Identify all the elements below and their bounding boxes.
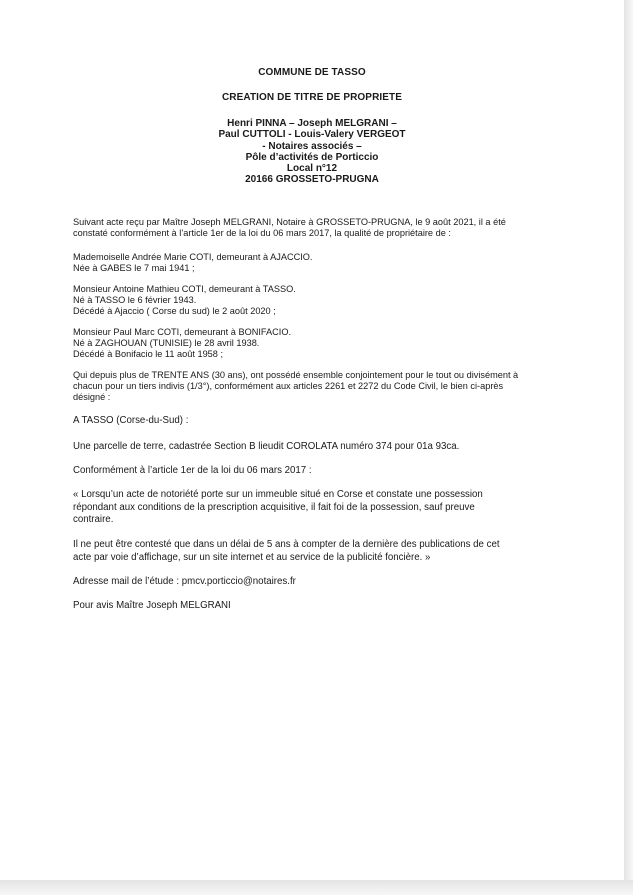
possession-line-2: chacun pour un tiers indivis (1/3°), conformément aux articles 2261 et 2272 du Code Civil, le bien ci-après: [73, 381, 504, 391]
owner-1-line-2: Née à GABES le 7 mai 1941 ;: [73, 263, 195, 273]
page-shadow-right: [624, 0, 633, 895]
owner-3-line-1: Monsieur Paul Marc COTI, demeurant à BONIFACIO.: [73, 327, 292, 337]
signature-line: Pour avis Maître Joseph MELGRANI: [73, 600, 231, 611]
possession-paragraph: [73, 370, 565, 403]
contact-email: Adresse mail de l’étude : pmcv.porticcio@notaires.fr: [73, 576, 296, 587]
notary-header: [0, 118, 624, 186]
intro-line-2: constaté conformément à l’article 1er de la loi du 06 mars 2017, la qualité de propriétaire de :: [73, 228, 451, 238]
owner-3: [73, 327, 565, 360]
address-line-3: 20166 GROSSETO-PRUGNA: [245, 174, 379, 186]
commune-title: COMMUNE DE TASSO: [258, 67, 366, 78]
contest-line-1: Il ne peut être contesté que dans un délai de 5 ans à compter de la dernière des publications de cet: [73, 539, 500, 550]
law-reference: Conformément à l’article 1er de la loi du 06 mars 2017 :: [73, 465, 312, 476]
location-line: A TASSO (Corse-du-Sud) :: [73, 415, 189, 426]
quote-line-2: répondant aux conditions de la prescription acquisitive, il fait foi de la possession, sauf preuve: [73, 501, 475, 513]
owner-3-line-3: Décédé à Bonifacio le 11 août 1958 ;: [73, 349, 224, 359]
page-shadow-bottom: [0, 880, 633, 895]
notaries-line-3: - Notaires associés –: [262, 140, 362, 152]
document-title: CREATION DE TITRE DE PROPRIETE: [221, 92, 403, 103]
address-line-1: Pôle d’activités de Porticcio: [245, 151, 379, 163]
owner-1: [73, 252, 565, 274]
possession-line-3: désigné :: [73, 392, 111, 402]
notaries-line-1: Henri PINNA – Joseph MELGRANI –: [227, 118, 397, 129]
owner-2: [73, 284, 565, 317]
address-line-2: Local n°12: [286, 163, 338, 175]
contest-line-2: acte par voie d’affichage, sur un site internet et au service de la publicité foncière. »: [73, 551, 431, 563]
intro-line-1: Suivant acte reçu par Maître Joseph MELGRANI, Notaire à GROSSETO-PRUGNA, le 9 août 2021, il a été: [73, 217, 506, 227]
quote-line-3: contraire.: [73, 514, 114, 525]
law-quote: [73, 489, 565, 527]
owner-2-line-3: Décédé à Ajaccio ( Corse du sud) le 2 août 2020 ;: [73, 306, 276, 316]
quote-line-1: « Lorsqu’un acte de notoriété porte sur un immeuble situé en Corse et constate une possession: [73, 489, 483, 500]
parcel-description: Une parcelle de terre, cadastrée Section B lieudit COROLATA numéro 374 pour 01a 93ca.: [73, 441, 460, 452]
owner-3-line-2: Né à ZAGHOUAN (TUNISIE) le 28 avril 1938.: [73, 338, 260, 348]
owner-2-line-2: Né à TASSO le 6 février 1943.: [73, 295, 197, 305]
contest-paragraph: [73, 539, 565, 564]
notaries-line-2: Paul CUTTOLI - Louis-Valery VERGEOT: [218, 129, 406, 141]
owner-2-line-1: Monsieur Antoine Mathieu COTI, demeurant à TASSO.: [73, 284, 296, 294]
intro-paragraph: [73, 217, 565, 239]
possession-line-1: Qui depuis plus de TRENTE ANS (30 ans), ont possédé ensemble conjointement pour le tout ou divisément à: [73, 370, 519, 380]
owner-1-line-1: Mademoiselle Andrée Marie COTI, demeurant à AJACCIO.: [73, 252, 313, 262]
